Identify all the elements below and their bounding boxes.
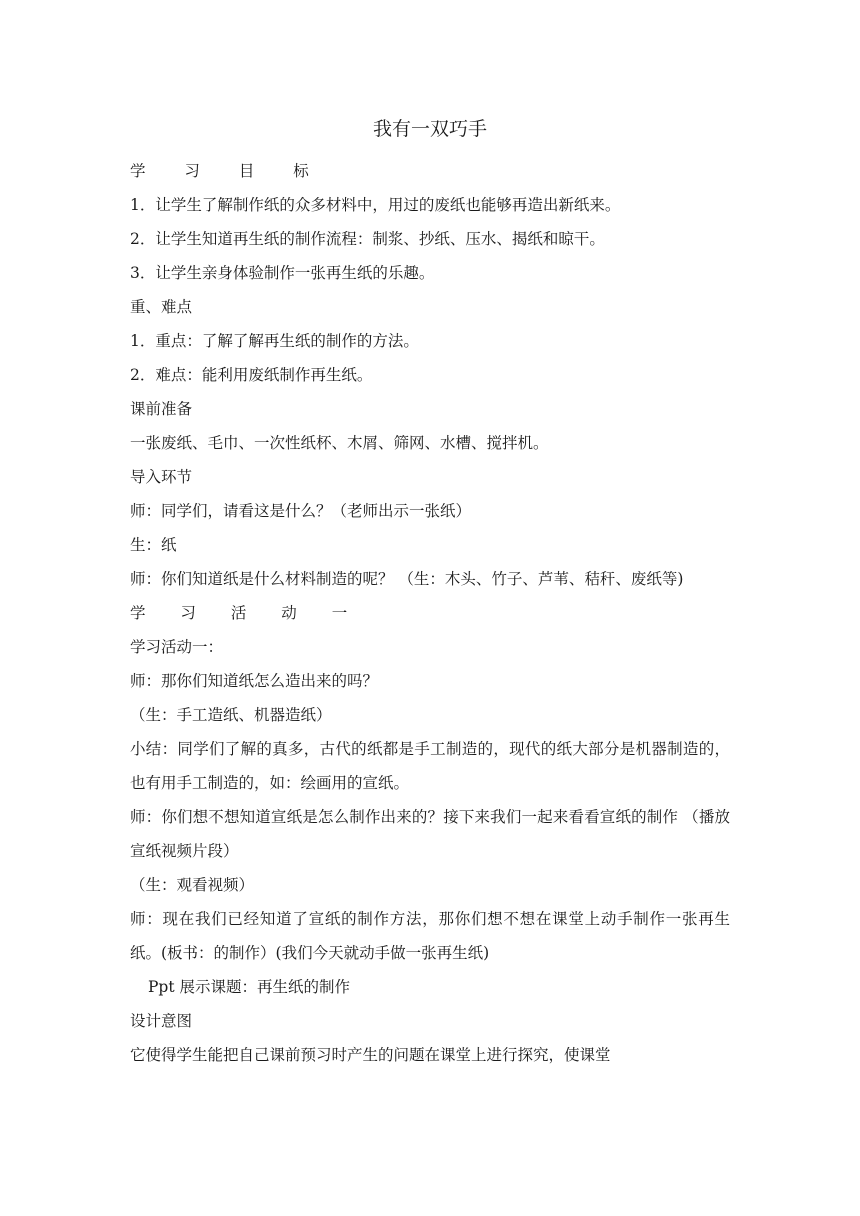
document-body	[130, 154, 730, 1072]
heading-design-intent: 设计意图	[130, 1012, 193, 1030]
dialogue-line: 师：同学们，请看这是什么？（老师出示一张纸）	[130, 502, 472, 520]
dialogue-line: （生：观看视频）	[130, 876, 255, 894]
dialogue-paragraph: 师：你们想不想知道宣纸是怎么制作出来的？接下来我们一起来看看宣纸的制作 （播放宣纸视频片段）	[130, 808, 730, 860]
heading-activity-one: 学 习 活 动 一	[130, 604, 363, 622]
dialogue-line: （生：手工造纸、机器造纸）	[130, 706, 332, 724]
dialogue-paragraph: 师：你们知道纸是什么材料制造的呢？ （生：木头、竹子、芦苇、秸秆、废纸等)	[130, 570, 684, 588]
key-point-item: 1．重点：了解了解再生纸的制作的方法。	[130, 332, 419, 350]
heading-introduction: 导入环节	[130, 468, 193, 486]
design-intent-text: 它使得学生能把自己课前预习时产生的问题在课堂上进行探究，使课堂	[130, 1046, 611, 1064]
heading-preparation: 课前准备	[130, 400, 193, 418]
activity-label: 学习活动一：	[130, 638, 224, 656]
document-title: 我有一双巧手	[372, 118, 487, 140]
dialogue-line: 生：纸	[130, 536, 177, 554]
heading-key-points: 重、难点	[130, 298, 193, 316]
ppt-topic-line: Ppt 展示课题：再生纸的制作	[148, 978, 351, 996]
dialogue-line: 师：那你们知道纸怎么造出来的吗？	[130, 672, 379, 690]
heading-learning-goals: 学 习 目 标	[130, 162, 326, 180]
goal-item: 2．让学生知道再生纸的制作流程：制浆、抄纸、压水、揭纸和晾干。	[130, 230, 605, 248]
summary-paragraph: 小结：同学们了解的真多，古代的纸都是手工制造的，现代的纸大部分是机器制造的，也有用手工制造的，如：绘画用的宣纸。	[130, 740, 730, 792]
key-point-item: 2．难点：能利用废纸制作再生纸。	[130, 366, 373, 384]
preparation-text: 一张废纸、毛巾、一次性纸杯、木屑、筛网、水槽、搅拌机。	[130, 434, 549, 452]
goal-item: 3．让学生亲身体验制作一张再生纸的乐趣。	[130, 264, 435, 282]
dialogue-paragraph: 师：现在我们已经知道了宣纸的制作方法，那你们想不想在课堂上动手制作一张再生纸。(板书：的制作）(我们今天就动手做一张再生纸)	[130, 910, 730, 962]
goal-item: 1．让学生了解制作纸的众多材料中，用过的废纸也能够再造出新纸来。	[130, 196, 621, 214]
